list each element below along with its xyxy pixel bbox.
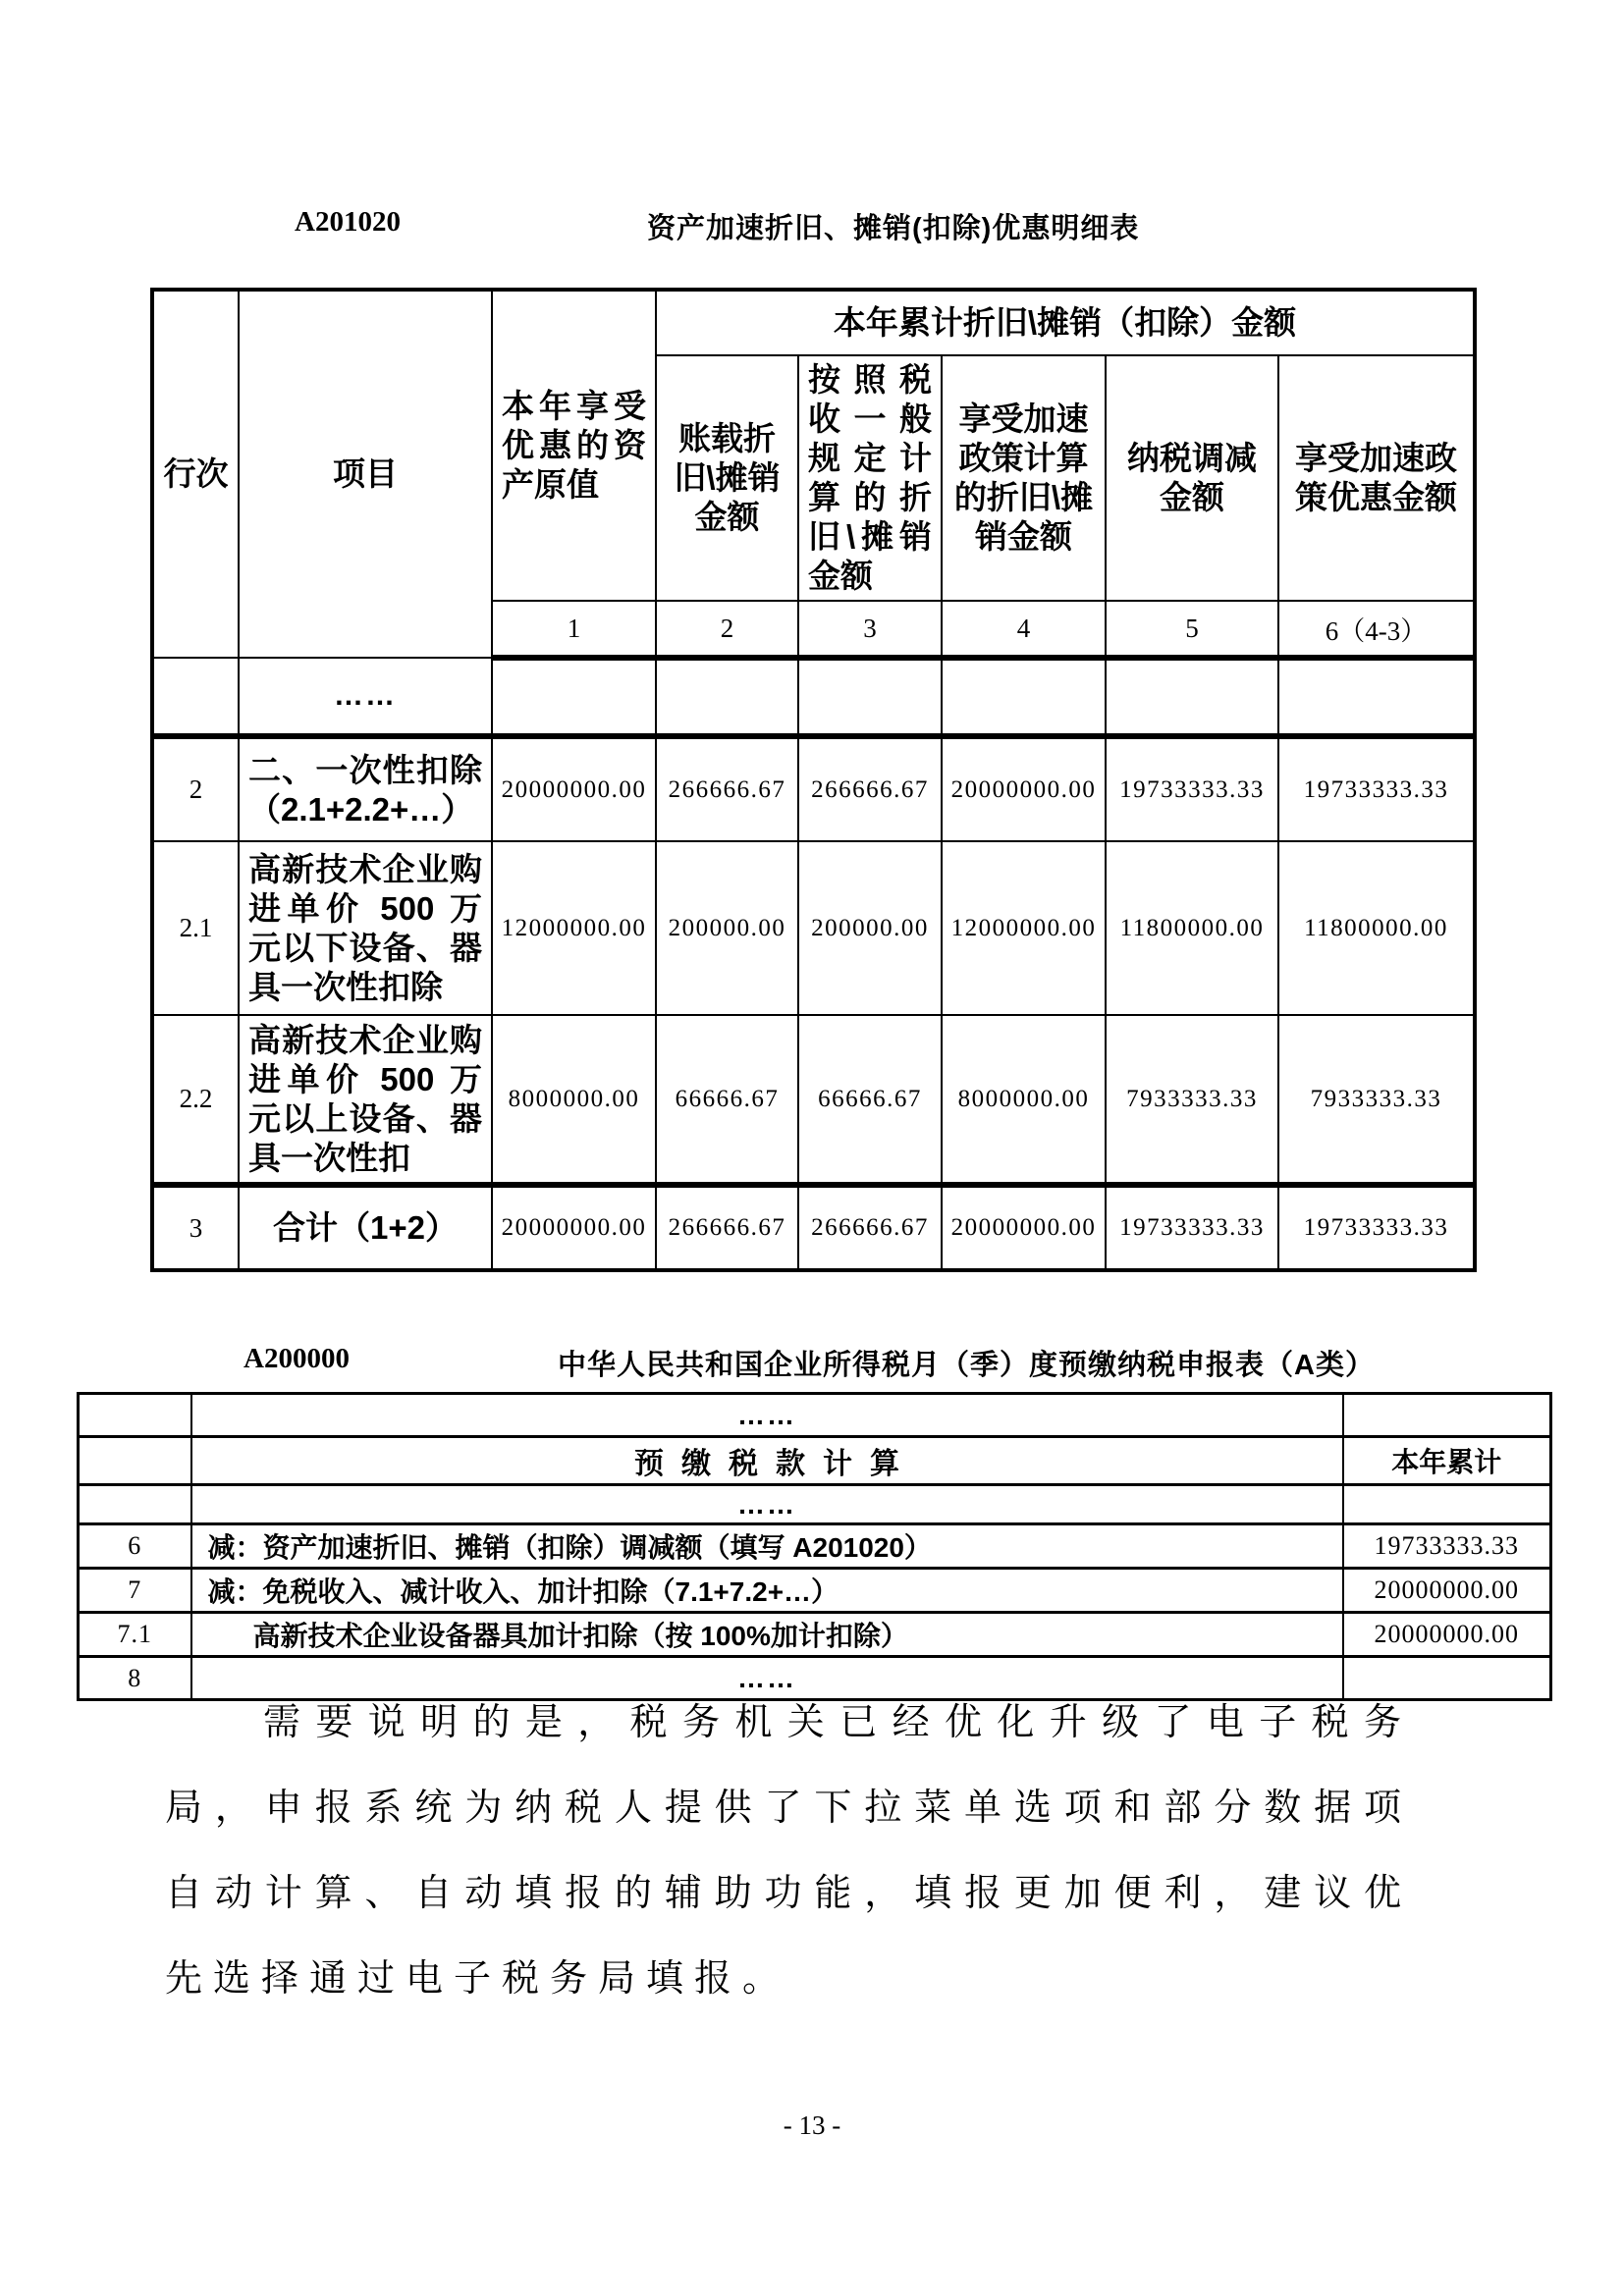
cell-amount: 19733333.33 xyxy=(1343,1524,1551,1569)
cell-ellipsis: …… xyxy=(191,1485,1343,1524)
cell-value: 20000000.00 xyxy=(492,1185,656,1270)
cell-line-no: 7.1 xyxy=(79,1613,191,1657)
cell-item: 二、一次性扣除（2.1+2.2+…） xyxy=(239,736,492,841)
cell-value: 12000000.00 xyxy=(492,841,656,1015)
cell-value xyxy=(492,658,656,736)
cell-value: 7933333.33 xyxy=(1106,1015,1278,1185)
cell-amount xyxy=(1343,1485,1551,1524)
cell-item-total: 合计（1+2） xyxy=(239,1185,492,1270)
cell-value: 266666.67 xyxy=(656,736,798,841)
cell-description: 减：资产加速折旧、摊销（扣除）调减额（填写 A201020） xyxy=(191,1524,1343,1569)
cell-value xyxy=(1278,658,1475,736)
table1-title: 资产加速折旧、摊销(扣除)优惠明细表 xyxy=(647,213,1140,244)
cell-line-no: 7 xyxy=(79,1569,191,1613)
table1-caption xyxy=(0,206,1624,247)
form-code-a201020: A201020 xyxy=(295,206,401,238)
header-item: 项目 xyxy=(239,290,492,658)
cell-value: 11800000.00 xyxy=(1106,841,1278,1015)
cell-item: 高新技术企业购进单价 500 万元以上设备、器具一次性扣 xyxy=(239,1015,492,1185)
header-ytd-amount: 本年累计 xyxy=(1343,1437,1551,1485)
cell-value: 19733333.33 xyxy=(1106,1185,1278,1270)
cell-line-no: 6 xyxy=(79,1524,191,1569)
note-paragraph: 需要说明的是，税务机关已经优化升级了电子税务局，申报系统为纳税人提供了下拉菜单选项和部分数据项自动计算、自动填报的辅助功能，填报更加便利，建议优先选择通过电子税务局填报。 xyxy=(165,1702,1412,2000)
cell-amount xyxy=(1343,1394,1551,1437)
header-preferential-amount: 享受加速政策优惠金额 xyxy=(1278,355,1475,601)
page-number: - 13 - xyxy=(783,2110,841,2140)
cell-value xyxy=(942,658,1106,736)
cell-ellipsis: …… xyxy=(191,1657,1343,1700)
cell-ellipsis: …… xyxy=(191,1394,1343,1437)
col-number-cell: 5 xyxy=(1106,601,1278,658)
cell-line-no xyxy=(152,658,239,736)
cell-ellipsis: …… xyxy=(239,658,492,736)
cell-value xyxy=(656,658,798,736)
table2-title: 中华人民共和国企业所得税月（季）度预缴纳税申报表（A类） xyxy=(558,1350,1375,1381)
cell-value: 266666.67 xyxy=(798,1185,942,1270)
cell-value: 19733333.33 xyxy=(1278,1185,1475,1270)
cell-value: 8000000.00 xyxy=(942,1015,1106,1185)
cell-line-no xyxy=(79,1394,191,1437)
cell-line-no: 8 xyxy=(79,1657,191,1700)
col-number-cell: 4 xyxy=(942,601,1106,658)
col-number-cell: 2 xyxy=(656,601,798,658)
cell-line-no: 2.1 xyxy=(152,841,239,1015)
cell-value: 7933333.33 xyxy=(1278,1015,1475,1185)
cell-value xyxy=(1106,658,1278,736)
cell-value: 19733333.33 xyxy=(1278,736,1475,841)
header-accelerated-amount: 享受加速政策计算的折旧\摊销金额 xyxy=(942,355,1106,601)
section-header-prepaid-tax: 预缴税款计算 xyxy=(191,1437,1343,1485)
form-code-a200000: A200000 xyxy=(244,1343,350,1374)
cell-item: 高新技术企业购进单价 500 万元以下设备、器具一次性扣除 xyxy=(239,841,492,1015)
cell-value: 20000000.00 xyxy=(942,736,1106,841)
table2-caption xyxy=(0,1343,1624,1384)
cell-amount: 20000000.00 xyxy=(1343,1569,1551,1613)
table-a200000 xyxy=(77,1392,1552,1701)
cell-description: 高新技术企业设备器具加计扣除（按 100%加计扣除） xyxy=(191,1613,1343,1657)
cell-value xyxy=(798,658,942,736)
cell-value: 66666.67 xyxy=(798,1015,942,1185)
cell-line-no xyxy=(79,1437,191,1485)
cell-value: 266666.67 xyxy=(798,736,942,841)
header-original-value: 本年享受优惠的资产原值 xyxy=(492,290,656,601)
header-line-no: 行次 xyxy=(152,290,239,658)
table-a201020 xyxy=(150,288,1477,1272)
cell-value: 12000000.00 xyxy=(942,841,1106,1015)
col-number-cell: 3 xyxy=(798,601,942,658)
col-number-cell: 6（4-3） xyxy=(1278,601,1475,658)
cell-line-no: 3 xyxy=(152,1185,239,1270)
cell-line-no xyxy=(79,1485,191,1524)
cell-line-no: 2 xyxy=(152,736,239,841)
cell-value: 266666.67 xyxy=(656,1185,798,1270)
header-group-accumulated: 本年累计折旧\摊销（扣除）金额 xyxy=(656,290,1475,355)
cell-value: 20000000.00 xyxy=(942,1185,1106,1270)
header-tax-reduction: 纳税调减金额 xyxy=(1106,355,1278,601)
cell-value: 19733333.33 xyxy=(1106,736,1278,841)
cell-value: 11800000.00 xyxy=(1278,841,1475,1015)
col-number-cell: 1 xyxy=(492,601,656,658)
cell-value: 8000000.00 xyxy=(492,1015,656,1185)
cell-description: 减：免税收入、减计收入、加计扣除（7.1+7.2+…） xyxy=(191,1569,1343,1613)
cell-value: 66666.67 xyxy=(656,1015,798,1185)
cell-value: 200000.00 xyxy=(798,841,942,1015)
cell-line-no: 2.2 xyxy=(152,1015,239,1185)
header-general-rule-amount: 按照税收一般规定计算的折旧\摊销金额 xyxy=(798,355,942,601)
cell-value: 200000.00 xyxy=(656,841,798,1015)
header-book-amount: 账载折旧\摊销金额 xyxy=(656,355,798,601)
cell-value: 20000000.00 xyxy=(492,736,656,841)
cell-amount: 20000000.00 xyxy=(1343,1613,1551,1657)
